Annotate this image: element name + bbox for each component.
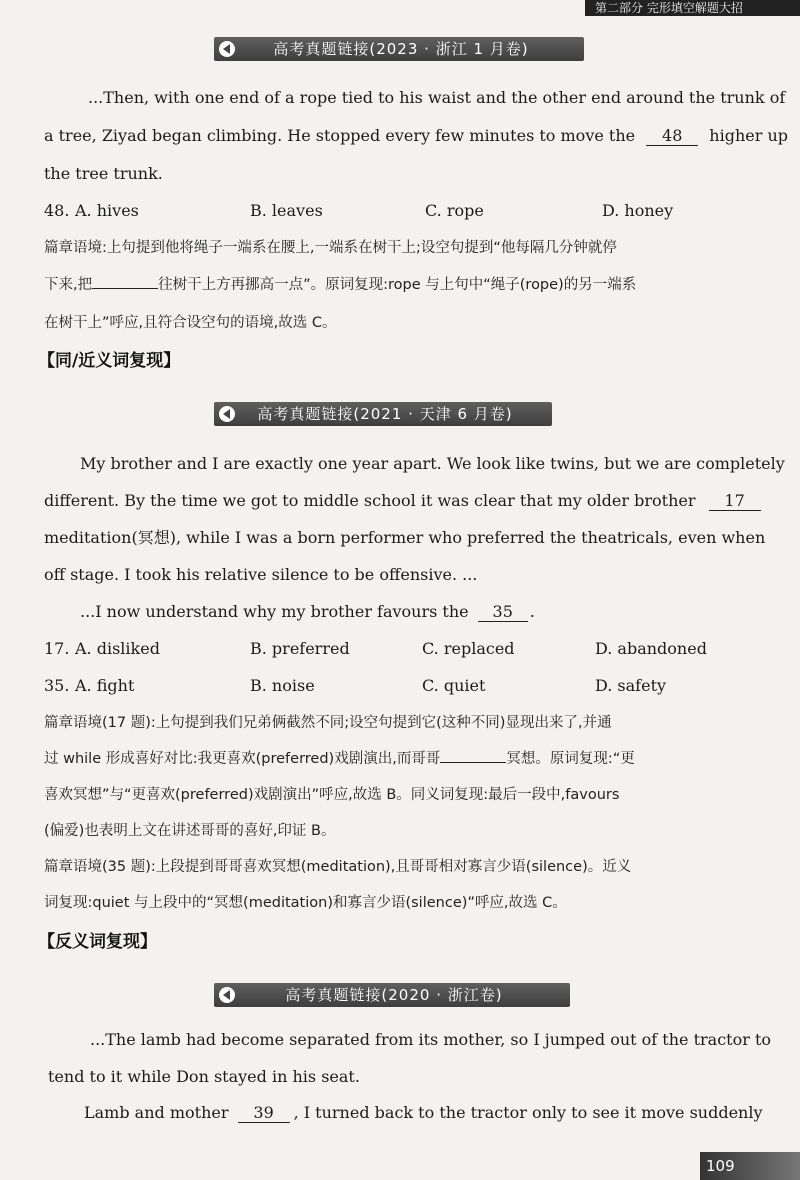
option-b: B. preferred	[250, 639, 350, 658]
passage-line: ...I now understand why my brother favours the 35 .	[80, 602, 535, 621]
passage-line: a tree, Ziyad began climbing. He stopped every few minutes to move the 48 higher up	[44, 126, 789, 145]
passage-line: My brother and I are exactly one year apart. We look like twins, but we are completely	[80, 454, 785, 473]
passage-line: ...The lamb had become separated from its mother, so I jumped out of the tractor to	[90, 1030, 772, 1049]
passage-line: ...Then, with one end of a rope tied to his waist and the other end around the trunk of	[88, 88, 786, 107]
analysis-line: (偏爱)也表明上文在讲述哥哥的喜好,印证 B。	[44, 823, 336, 839]
banner-text: 高考真题链接(2020 · 浙江卷)	[285, 986, 503, 1004]
section-heading: 【同/近义词复现】	[38, 351, 181, 371]
question-number: 35.	[44, 676, 70, 695]
page-number: 109	[700, 1152, 800, 1180]
answer-blank: 48	[646, 127, 698, 146]
question-number: 17.	[44, 639, 70, 658]
passage-line: the tree trunk.	[44, 164, 163, 183]
option-a: A. hives	[75, 201, 139, 220]
option-d: D. abandoned	[595, 639, 707, 658]
banner-text: 高考真题链接(2021 · 天津 6 月卷)	[257, 405, 513, 423]
option-c: C. rope	[425, 201, 484, 220]
answer-blank: 17	[709, 492, 761, 511]
passage-line: different. By the time we got to middle school it was clear that my older brother 17	[44, 491, 761, 511]
section-heading: 【反义词复现】	[38, 932, 157, 952]
option-b: B. leaves	[250, 201, 323, 220]
option-c: C. quiet	[422, 676, 486, 695]
source-banner	[214, 402, 552, 426]
analysis-line: 喜欢冥想”与“更喜欢(preferred)戏剧演出”呼应,故选 B。同义词复现:最后一段中,favours	[44, 787, 620, 803]
question-number: 48.	[44, 201, 70, 220]
option-d: D. honey	[602, 201, 674, 220]
analysis-line: 篇章语境:上句提到他将绳子一端系在腰上,一端系在树干上;设空句提到“他每隔几分钟就停	[44, 240, 617, 256]
option-c: C. replaced	[422, 639, 515, 658]
passage-line: meditation(冥想), while I was a born performer who preferred the theatricals, even when	[44, 528, 766, 547]
option-a: A. fight	[75, 676, 135, 695]
analysis-line: 词复现:quiet 与上段中的“冥想(meditation)和寡言少语(silence)”呼应,故选 C。	[44, 895, 567, 911]
source-banner	[214, 37, 584, 61]
analysis-line: 篇章语境(35 题):上段提到哥哥喜欢冥想(meditation),且哥哥相对寡言少语(silence)。近义	[44, 859, 632, 875]
answer-blank: 39	[238, 1104, 290, 1123]
option-d: D. safety	[595, 676, 667, 695]
analysis-line: 过 while 形成喜好对比:我更喜欢(preferred)戏剧演出,而哥哥 冥想。原词复现:“更	[44, 751, 635, 767]
passage-line: off stage. I took his relative silence to be offensive. ...	[44, 565, 478, 584]
play-arrow-icon	[214, 37, 238, 61]
option-a: A. disliked	[75, 639, 160, 658]
answer-blank: 35	[478, 603, 528, 622]
running-title: 第二部分 完形填空解题大招	[585, 0, 800, 16]
option-b: B. noise	[250, 676, 315, 695]
passage-line: Lamb and mother 39 , I turned back to the tractor only to see it move suddenly	[84, 1103, 763, 1122]
analysis-line: 下来,把 往树干上方再挪高一点”。原词复现:rope 与上句中“绳子(rope)的另一端系	[44, 277, 637, 293]
play-arrow-icon	[214, 402, 238, 426]
passage-line: tend to it while Don stayed in his seat.	[48, 1067, 360, 1086]
play-arrow-icon	[214, 983, 238, 1007]
banner-text: 高考真题链接(2023 · 浙江 1 月卷)	[273, 40, 529, 58]
analysis-line: 篇章语境(17 题):上句提到我们兄弟俩截然不同;设空句提到它(这种不同)显现出来了,并通	[44, 715, 612, 731]
source-banner	[214, 983, 570, 1007]
analysis-line: 在树干上”呼应,且符合设空句的语境,故选 C。	[44, 315, 337, 331]
